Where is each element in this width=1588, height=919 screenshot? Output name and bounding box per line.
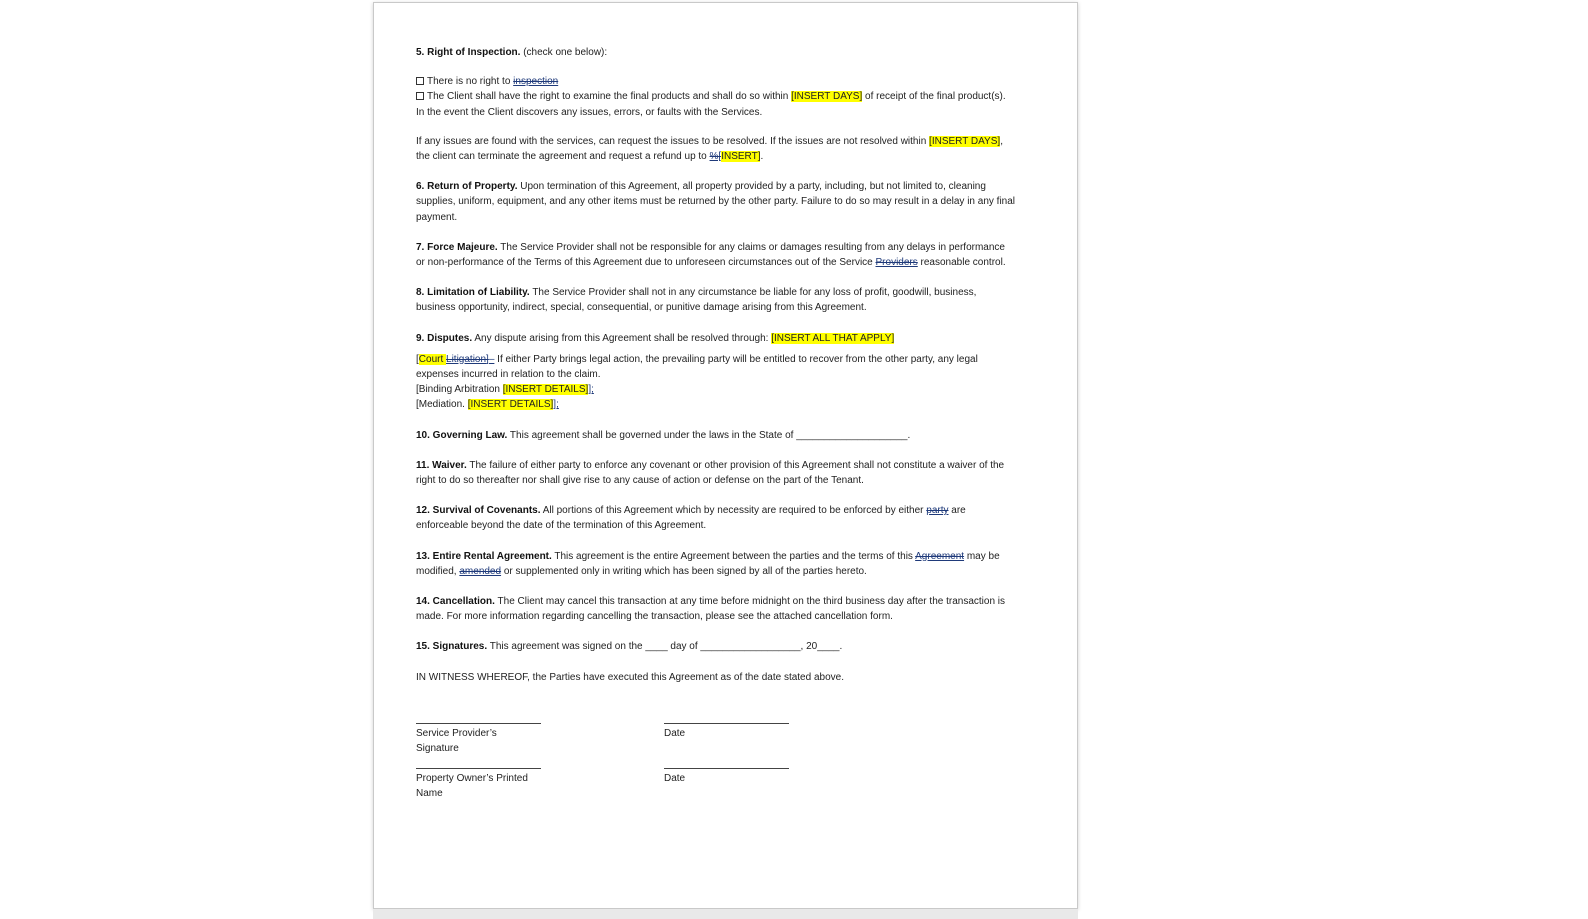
- option-text: If either Party brings legal action, the prevailing party will be entitled to recover from the other party, any legal expenses incurred in relation to the claim.: [416, 353, 978, 381]
- section-12: [416, 503, 1016, 533]
- section-text: (check one below):: [520, 47, 608, 58]
- section-10: [416, 428, 1016, 443]
- option-text: The Client shall have the right to examine the final products and shall do so within: [427, 91, 792, 103]
- dispute-court: [416, 352, 1016, 382]
- section-text: This agreement was signed on the ____ day of __________________, 20____.: [487, 641, 843, 653]
- date-block: [664, 709, 789, 741]
- section-5-heading: [416, 45, 1016, 60]
- tracked-change: ];: [588, 384, 594, 396]
- highlight-placeholder: Court: [418, 353, 447, 365]
- date-line: [664, 709, 789, 724]
- document-body: [416, 45, 1016, 799]
- checkbox[interactable]: [416, 77, 424, 85]
- dispute-arbitration: [416, 382, 1016, 397]
- highlight-placeholder: [INSERT DETAILS]: [502, 384, 589, 396]
- highlight-placeholder: INSERT]: [721, 151, 761, 163]
- para-text: , the client can terminate the agreement and request a refund up to: [416, 135, 1003, 163]
- section-text: This agreement is the entire Agreement between the parties and the terms of this: [551, 550, 916, 562]
- inspection-option-1: [416, 74, 1016, 89]
- section-text: or supplemented only in writing which has been signed by all of the parties hereto.: [501, 565, 867, 577]
- section-text: may be modified,: [416, 550, 1000, 577]
- signature-row-2: [416, 754, 1016, 799]
- section-text: The Service Provider shall not be responsible for any claims or damages resulting from any delays in performance or non-performance of the Terms of this Agreement due to unforeseen circumstances out of the Service: [416, 241, 1005, 269]
- section-text: Any dispute arising from this Agreement shall be resolved through:: [472, 332, 772, 344]
- signature-line: [416, 754, 541, 769]
- option-text: of receipt of the final product(s). In the event the Client discovers any issues, errors, or faults with the Services.: [416, 91, 1006, 118]
- para-text: If any issues are found with the services, can request the issues to be resolved. If the issues are not resolved within: [416, 135, 930, 147]
- document-page: [373, 2, 1078, 909]
- bracket: [: [416, 353, 419, 365]
- section-15: [416, 639, 1016, 654]
- section-title: 13. Entire Rental Agreement.: [416, 550, 552, 562]
- highlight-placeholder: [INSERT DAYS]: [791, 91, 863, 103]
- section-title: 14. Cancellation.: [416, 596, 495, 608]
- tracked-change: Litigation]: [446, 353, 489, 365]
- para-text: .: [760, 151, 764, 163]
- tracked-change: amended: [459, 565, 502, 577]
- section-title: 11. Waiver.: [416, 459, 467, 471]
- section-text: The Service Provider shall not in any circumstance be liable for any loss of profit, goodwill, business, business opportunity, indirect, special, consequential, or punitive damage arising from this Agreement.: [416, 287, 977, 314]
- section-6: [416, 179, 1016, 225]
- tracked-change: ];: [553, 399, 559, 411]
- signature-block: [416, 754, 541, 801]
- section-text: Upon termination of this Agreement, all property provided by a party, including, but not limited to, cleaning supplies, uniform, equipment, and any other items must be returned by the other party. Failure to do so may result in a delay in any final payment.: [416, 181, 1016, 223]
- section-title: 15. Signatures.: [416, 641, 488, 653]
- tracked-change: party: [926, 505, 949, 517]
- signature-label: Property Owner’s Printed Name: [416, 772, 528, 800]
- inspection-option-2: [416, 89, 1016, 119]
- section-title: 6. Return of Property.: [416, 181, 518, 193]
- dispute-mediation: [416, 397, 1016, 412]
- date-block: [664, 754, 789, 786]
- section-text: This agreement shall be governed under the laws in the State of ____________________.: [507, 429, 911, 441]
- section-title: 8. Limitation of Liability.: [416, 287, 530, 299]
- section-text: The Client may cancel this transaction at any time before midnight on the third business day after the transaction is made. For more information regarding cancelling the transaction, please see the attached cancellation form.: [416, 596, 1006, 623]
- signature-line: [416, 709, 541, 724]
- section-title: 7. Force Majeure.: [416, 241, 498, 253]
- option-text: [Mediation.: [416, 399, 468, 411]
- tracked-change: –: [488, 353, 495, 365]
- section-text: reasonable control.: [917, 257, 1006, 269]
- date-line: [664, 754, 789, 769]
- section-title: 12. Survival of Covenants.: [416, 505, 541, 517]
- section-13: [416, 549, 1016, 579]
- section-title: 5. Right of Inspection.: [416, 47, 521, 58]
- signature-label: Service Provider’s Signature: [416, 727, 497, 755]
- section-11: [416, 458, 1016, 488]
- section-text: The failure of either party to enforce any covenant or other provision of this Agreement shall not constitute a waiver of the right to do so thereafter nor shall give rise to any cause of action or defense on the part of the Tenant.: [416, 459, 1005, 487]
- section-text: All portions of this Agreement which by necessity are required to be enforced by either: [540, 505, 927, 517]
- witness-statement: IN WITNESS WHEREOF, the Parties have executed this Agreement as of the date stated above.: [416, 671, 844, 683]
- highlight-placeholder: [INSERT DAYS]: [929, 135, 1001, 147]
- inspection-paragraph: [416, 134, 1016, 164]
- section-8: [416, 285, 1016, 315]
- section-14: [416, 594, 1016, 624]
- date-label: Date: [664, 727, 686, 739]
- tracked-change: inspection: [513, 76, 559, 88]
- option-text: [Binding Arbitration: [416, 384, 503, 396]
- highlight-placeholder: [INSERT DETAILS]: [467, 399, 554, 411]
- signature-row-1: [416, 709, 1016, 754]
- section-9: [416, 331, 1016, 346]
- page-bottom-edge: [373, 909, 1078, 919]
- section-title: 9. Disputes.: [416, 332, 473, 344]
- section-7: [416, 240, 1016, 270]
- date-label: Date: [664, 772, 686, 784]
- tracked-change: Providers: [875, 257, 918, 269]
- tracked-change: Agreement: [915, 550, 965, 562]
- section-title: 10. Governing Law.: [416, 429, 508, 441]
- section-text: are enforceable beyond the date of the termination of this Agreement.: [416, 505, 966, 532]
- checkbox[interactable]: [416, 92, 424, 100]
- option-text: There is no right to: [427, 76, 514, 88]
- signature-block: [416, 709, 541, 756]
- highlight-placeholder: [INSERT ALL THAT APPLY]: [771, 332, 895, 344]
- tracked-change: %[: [709, 151, 722, 163]
